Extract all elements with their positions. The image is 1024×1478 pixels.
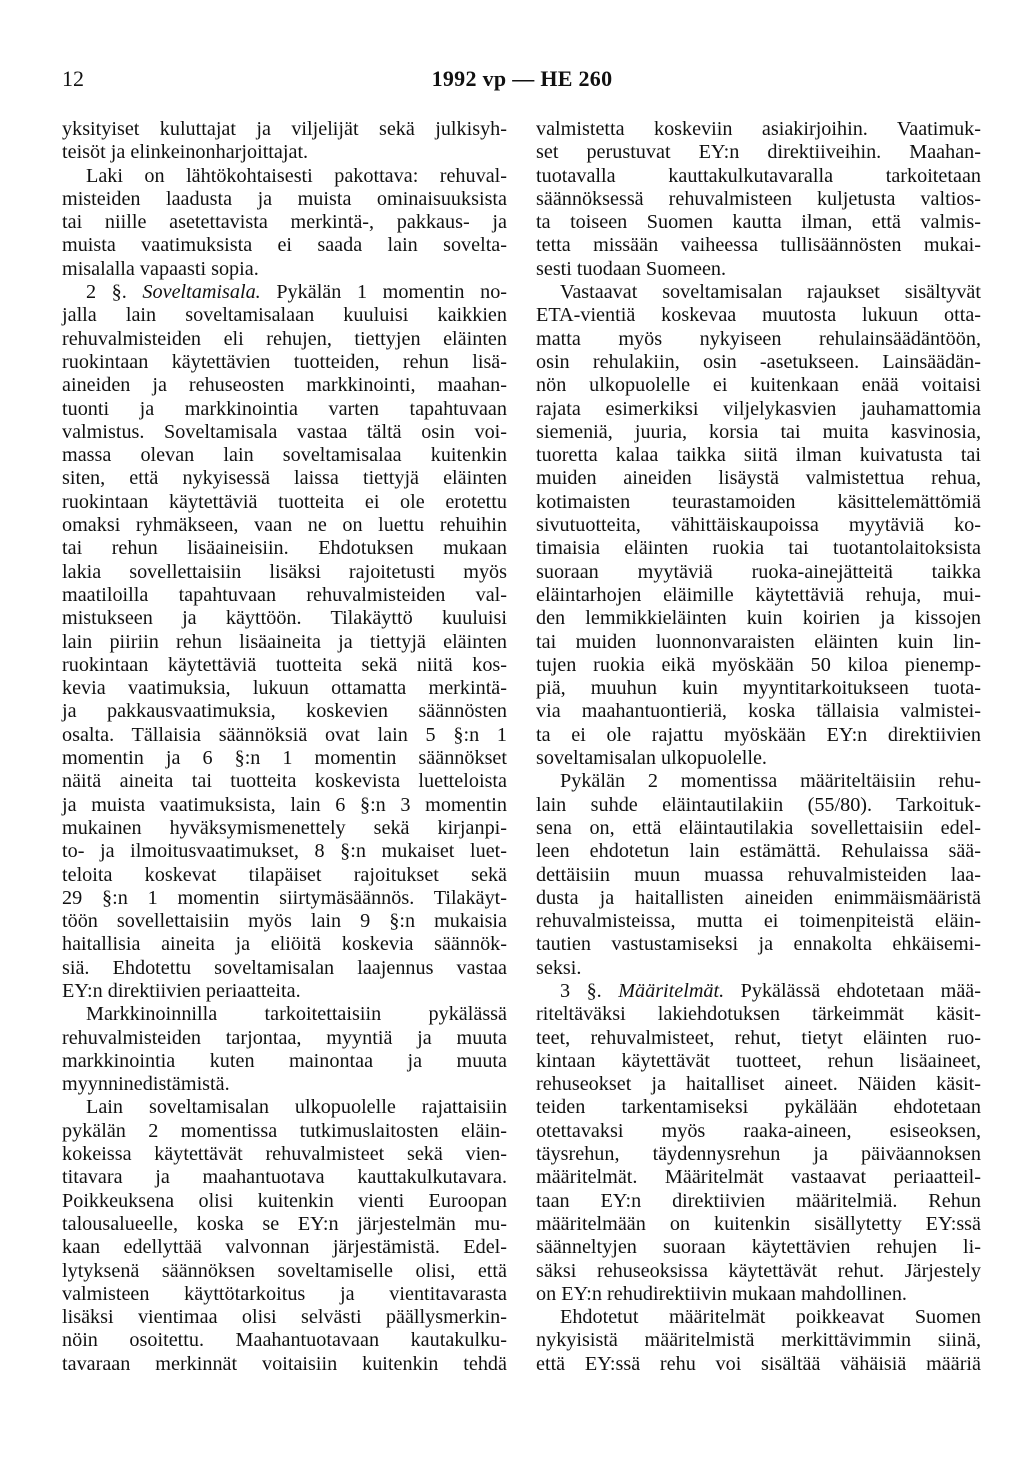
text-line: talousalueelle, koska se EY:n järjestelmän mu- — [62, 1212, 507, 1235]
running-head: 1992 vp — HE 260 — [431, 66, 613, 91]
text-line: tavaraan merkinnät voitaisiin kuitenkin tehdä — [62, 1352, 507, 1375]
text-line: tuoretta kalaa taikka siitä ilman kuivatusta tai — [536, 444, 981, 467]
text-line: Pykälän 2 momentissa määriteltäisiin rehu- — [560, 770, 981, 793]
text-line: muista vaatimuksista ei saada lain soveltа- — [62, 234, 507, 257]
text-line: set perustuvat EY:n direktiiveihin. Maahan- — [536, 141, 981, 164]
text-line: soveltamisalan ulkopuolelle. — [536, 747, 767, 770]
text-line: tai rehun lisäaineisiin. Ehdotuksen mukaan — [62, 537, 507, 560]
text-line: rehuvalmisteiden eli rehujen, tiettyjen eläinten — [62, 327, 507, 350]
text-line: matta myös nykyiseen rehulainsäädäntöön, — [536, 327, 981, 350]
text-line: riteltäväksi lakiehdotuksen tärkeimmät käsit- — [536, 1003, 981, 1026]
text-line: muiden aineiden lisäystä valmistettua rehua, — [536, 467, 981, 490]
text-line: to- ja ilmoitusvaatimukset, 8 §:n mukaiset luet- — [62, 840, 507, 863]
text-line: nykyisistä määritelmistä merkittävimmin siinä, — [536, 1329, 981, 1352]
text-line: ja muista vaatimuksista, lain 6 §:n 3 momentin — [62, 793, 507, 816]
text-line: rehuvalmisteissa, mutta ei toimenpiteistä eläin- — [536, 910, 981, 933]
text-line: tuonti ja markkinointia varten tapahtuvaan — [62, 397, 507, 420]
text-line: teiden tarkentamiseksi pykälään ehdotetaan — [536, 1096, 981, 1119]
text-line: maatiloilla tapahtuvaan rehuvalmisteiden val- — [62, 583, 507, 606]
text-line: Markkinoinnilla tarkoitettaisiin pykälässä — [86, 1003, 507, 1026]
text-line: siemeniä, juuria, korsia tai muita kasvinosia, — [536, 420, 981, 443]
text-line: kokeissa käytettävät rehuvalmisteet sekä vien- — [62, 1143, 507, 1166]
text-line: Laki on lähtökohtaisesti pakottava: rehuval- — [86, 164, 507, 187]
text-line: ETA-vientiä koskevaa muutosta lukuun otta- — [536, 304, 981, 327]
text-line: myynninedistämistä. — [62, 1073, 230, 1096]
text-line: lain piiriin rehun lisäaineita ja tiettyjä eläinten — [62, 630, 507, 653]
text-line: osin rehulakiin, osin -asetukseen. Lainsäädän- — [536, 350, 981, 373]
text-line: piä, muuhun kuin myyntitarkoitukseen tuota- — [536, 677, 981, 700]
text-line: leen ehdotetun lain estämättä. Rehulaissa sää- — [536, 840, 981, 863]
text-line: sesti tuodaan Suomeen. — [536, 257, 727, 280]
text-line: jalla lain soveltamisalaan kuuluisi kaikkien — [62, 304, 507, 327]
text-line: markkinointia kuten mainontaa ja muuta — [62, 1049, 507, 1072]
text-line: siten, että nykyisessä laissa tiettyjä eläinten — [62, 467, 507, 490]
text-line: massa olevan lain soveltamisalaa kuitenkin — [62, 444, 507, 467]
text-line: Poikkeuksena olisi kuitenkin vienti Euroopan — [62, 1189, 507, 1212]
text-line: kintaan käytettävät tuotteet, rehun lisäaineet, — [536, 1049, 981, 1072]
text-line: teloita koskevat tilapäiset rajoitukset sekä — [62, 863, 507, 886]
text-line — [536, 980, 981, 1003]
text-line: tai muiden luonnonvaraisten eläinten kuin lin- — [536, 630, 981, 653]
text-line: teisöt ja elinkeinonharjoittajat. — [62, 141, 309, 164]
text-line: sivutuotteita, vähittäiskaupoissa myytäviä ko- — [536, 514, 981, 537]
text-line: yksityiset kuluttajat ja viljelijät sekä julkisyh- — [62, 118, 507, 140]
text-line: mukainen hyväksymismenettely sekä kirjanpi- — [62, 816, 507, 839]
section-title: Soveltamisala. — [142, 281, 261, 304]
text-line: ja pakkausvaatimuksia, koskevien säännösten — [62, 700, 507, 723]
page-header — [62, 66, 982, 96]
text-line: valmistus. Soveltamisala vastaa tältä osin voi- — [62, 420, 507, 443]
text-line: säänneltyjen suoraan käytettävien rehujen li- — [536, 1236, 981, 1259]
text-line: on EY:n rehudirektiivin mukaan mahdollinen. — [536, 1282, 907, 1305]
text-line: misalalla vapaasti sopia. — [62, 257, 259, 280]
text-line: ruokintaan käytettävien tuotteiden, rehun lisä- — [62, 350, 507, 373]
text-line: ruokintaan käytettäviä tuotteita ei ole erotettu — [62, 490, 507, 513]
text-line: Ehdotetut määritelmät poikkeavat Suomen — [560, 1306, 981, 1329]
text-line: tai niille asetettavista merkintä-, pakkaus- ja — [62, 211, 507, 234]
left-text-column — [62, 118, 507, 1376]
text-line: nöin osoitettu. Maahantuotavaan kautakulku- — [62, 1329, 507, 1352]
text-line: seksi. — [536, 956, 582, 979]
text-line: valmistetta koskeviin asiakirjoihin. Vaatimuk- — [536, 118, 981, 140]
line-text: Pykälän 1 momentin no- — [260, 281, 508, 304]
text-line: misteiden laadusta ja muista ominaisuuksista — [62, 187, 507, 210]
right-text-column — [536, 118, 981, 1376]
text-line: suoraan myytäviä ruoka-ainejätteitä taikka — [536, 560, 981, 583]
text-line: määritelmään on kuitenkin sisällytetty EY:ssä — [536, 1212, 981, 1235]
text-line: täysrehun, täydennysrehun ja päiväannoksen — [536, 1143, 981, 1166]
text-line: tetta missään vaiheessa tullisäännösten mukai- — [536, 234, 981, 257]
text-line: ruokintaan käytettäviä tuotteita sekä niitä kos- — [62, 653, 507, 676]
text-line: säännöksessä rehuvalmisteen kuljetusta valtios- — [536, 187, 981, 210]
text-line: aineiden ja rehuseosten markkinointi, maahan- — [62, 374, 507, 397]
text-line: nön ulkopuolelle ei kuitenkaan enää voitaisi — [536, 374, 981, 397]
text-line: lakia sovellettaisiin lisäksi rajoitetusti myös — [62, 560, 507, 583]
text-line: den lemmikkieläinten kuin koirien ja kissojen — [536, 607, 981, 630]
text-line: titavara ja maahantuotava kauttakulkutavara. — [62, 1166, 507, 1189]
text-line: lytyksenä säännöksen soveltamiselle olisi, että — [62, 1259, 507, 1282]
text-line: rajata esimerkiksi viljelykasvien jauhamattomia — [536, 397, 981, 420]
text-line — [62, 281, 507, 304]
text-line: EY:n direktiivien periaatteita. — [62, 979, 301, 1002]
text-line: Lain soveltamisalan ulkopuolelle rajattaisiin — [86, 1096, 507, 1119]
text-line: osalta. Tällaisia säännöksiä ovat lain 5 §:n 1 — [62, 723, 507, 746]
text-line: säksi rehuseoksissa käytettävät rehut. Järjestely — [536, 1259, 981, 1282]
text-line: tuotavalla kauttakulkutavaralla tarkoitetaan — [536, 164, 981, 187]
text-line: dettäisiin muun muassa rehuvalmisteiden laa- — [536, 863, 981, 886]
text-line: mistukseen ja käyttöön. Tilakäyttö kuuluisi — [62, 607, 507, 630]
text-line: että EY:ssä rehu voi sisältää vähäisiä määriä — [536, 1352, 981, 1375]
text-line: kotimaisten teurastamoiden käsittelemättömiä — [536, 490, 981, 513]
text-line: eläintarhojen eläimille käytettäviä rehuja, mui- — [536, 583, 981, 606]
text-line: timaisia eläinten ruokia tai tuotantolaitoksista — [536, 537, 981, 560]
text-line: Vastaavat soveltamisalan rajaukset sisältyvät — [560, 281, 981, 304]
section-number: 2 §. — [86, 281, 143, 304]
text-line: haitallisia aineita ja eliöitä koskevia säännök- — [62, 933, 507, 956]
text-line: ta ei ole rajattu myöskään EY:n direktiivien — [536, 723, 981, 746]
text-line: valmisteen käyttötarkoitus ja vientitavarasta — [62, 1282, 507, 1305]
text-line: dusta ja haitallisten aineiden enimmäismääristä — [536, 886, 981, 909]
text-line: rehuseokset ja haitalliset aineet. Näiden käsit- — [536, 1073, 981, 1096]
text-line: pykälän 2 momentissa tutkimuslaitosten eläin- — [62, 1119, 507, 1142]
text-line: omaksi ryhmäkseen, vaan ne on luettu rehuihin — [62, 514, 507, 537]
section-number: 3 §. — [560, 979, 619, 1002]
text-line: tautien vastustamiseksi ja ennakolta ehkäisemi- — [536, 933, 981, 956]
text-line: lisäksi vientimaa olisi selvästi päällysmerkin- — [62, 1306, 507, 1329]
text-line: momentin ja 6 §:n 1 momentin säännökset — [62, 747, 507, 770]
text-line: sena on, että eläintautilakia sovellettaisiin edel- — [536, 816, 981, 839]
text-line: näitä aineita tai tuotteita koskevista luetteloista — [62, 770, 507, 793]
text-line: tujen ruokia eikä myöskään 50 kiloa pienemp- — [536, 653, 981, 676]
text-line: kevia vaatimuksia, lukuun ottamatta merkintä- — [62, 677, 507, 700]
section-title: Määritelmät. — [618, 979, 725, 1002]
text-line: lain suhde eläintautilakiin (55/80). Tarkoituk- — [536, 793, 981, 816]
text-line: via maahantuontieriä, koska tällaisia valmistei- — [536, 700, 981, 723]
text-line: taan EY:n direktiivien määritelmiä. Rehun — [536, 1189, 981, 1212]
text-line: otettavaksi myös raaka-aineen, esiseoksen, — [536, 1119, 981, 1142]
page-number: 12 — [62, 66, 84, 91]
text-line: kaan edellyttää valvonnan järjestämistä. Edel- — [62, 1236, 507, 1259]
text-line: siä. Ehdotettu soveltamisalan laajennus vastaa — [62, 956, 507, 979]
text-line: ta toiseen Suomen kautta ilman, että valmis- — [536, 211, 981, 234]
text-line: rehuvalmisteiden tarjontaa, myyntiä ja muuta — [62, 1026, 507, 1049]
line-text: Pykälässä ehdotetaan mää- — [724, 979, 981, 1002]
text-line: määritelmät. Määritelmät vastaavat periaatteil- — [536, 1166, 981, 1189]
text-line: teet, rehuvalmisteet, rehut, tietyt eläinten ruo- — [536, 1026, 981, 1049]
text-line: töön sovellettaisiin myös lain 9 §:n mukaisia — [62, 910, 507, 933]
text-line: 29 §:n 1 momentin siirtymäsäännös. Tilakäyt- — [62, 886, 507, 909]
